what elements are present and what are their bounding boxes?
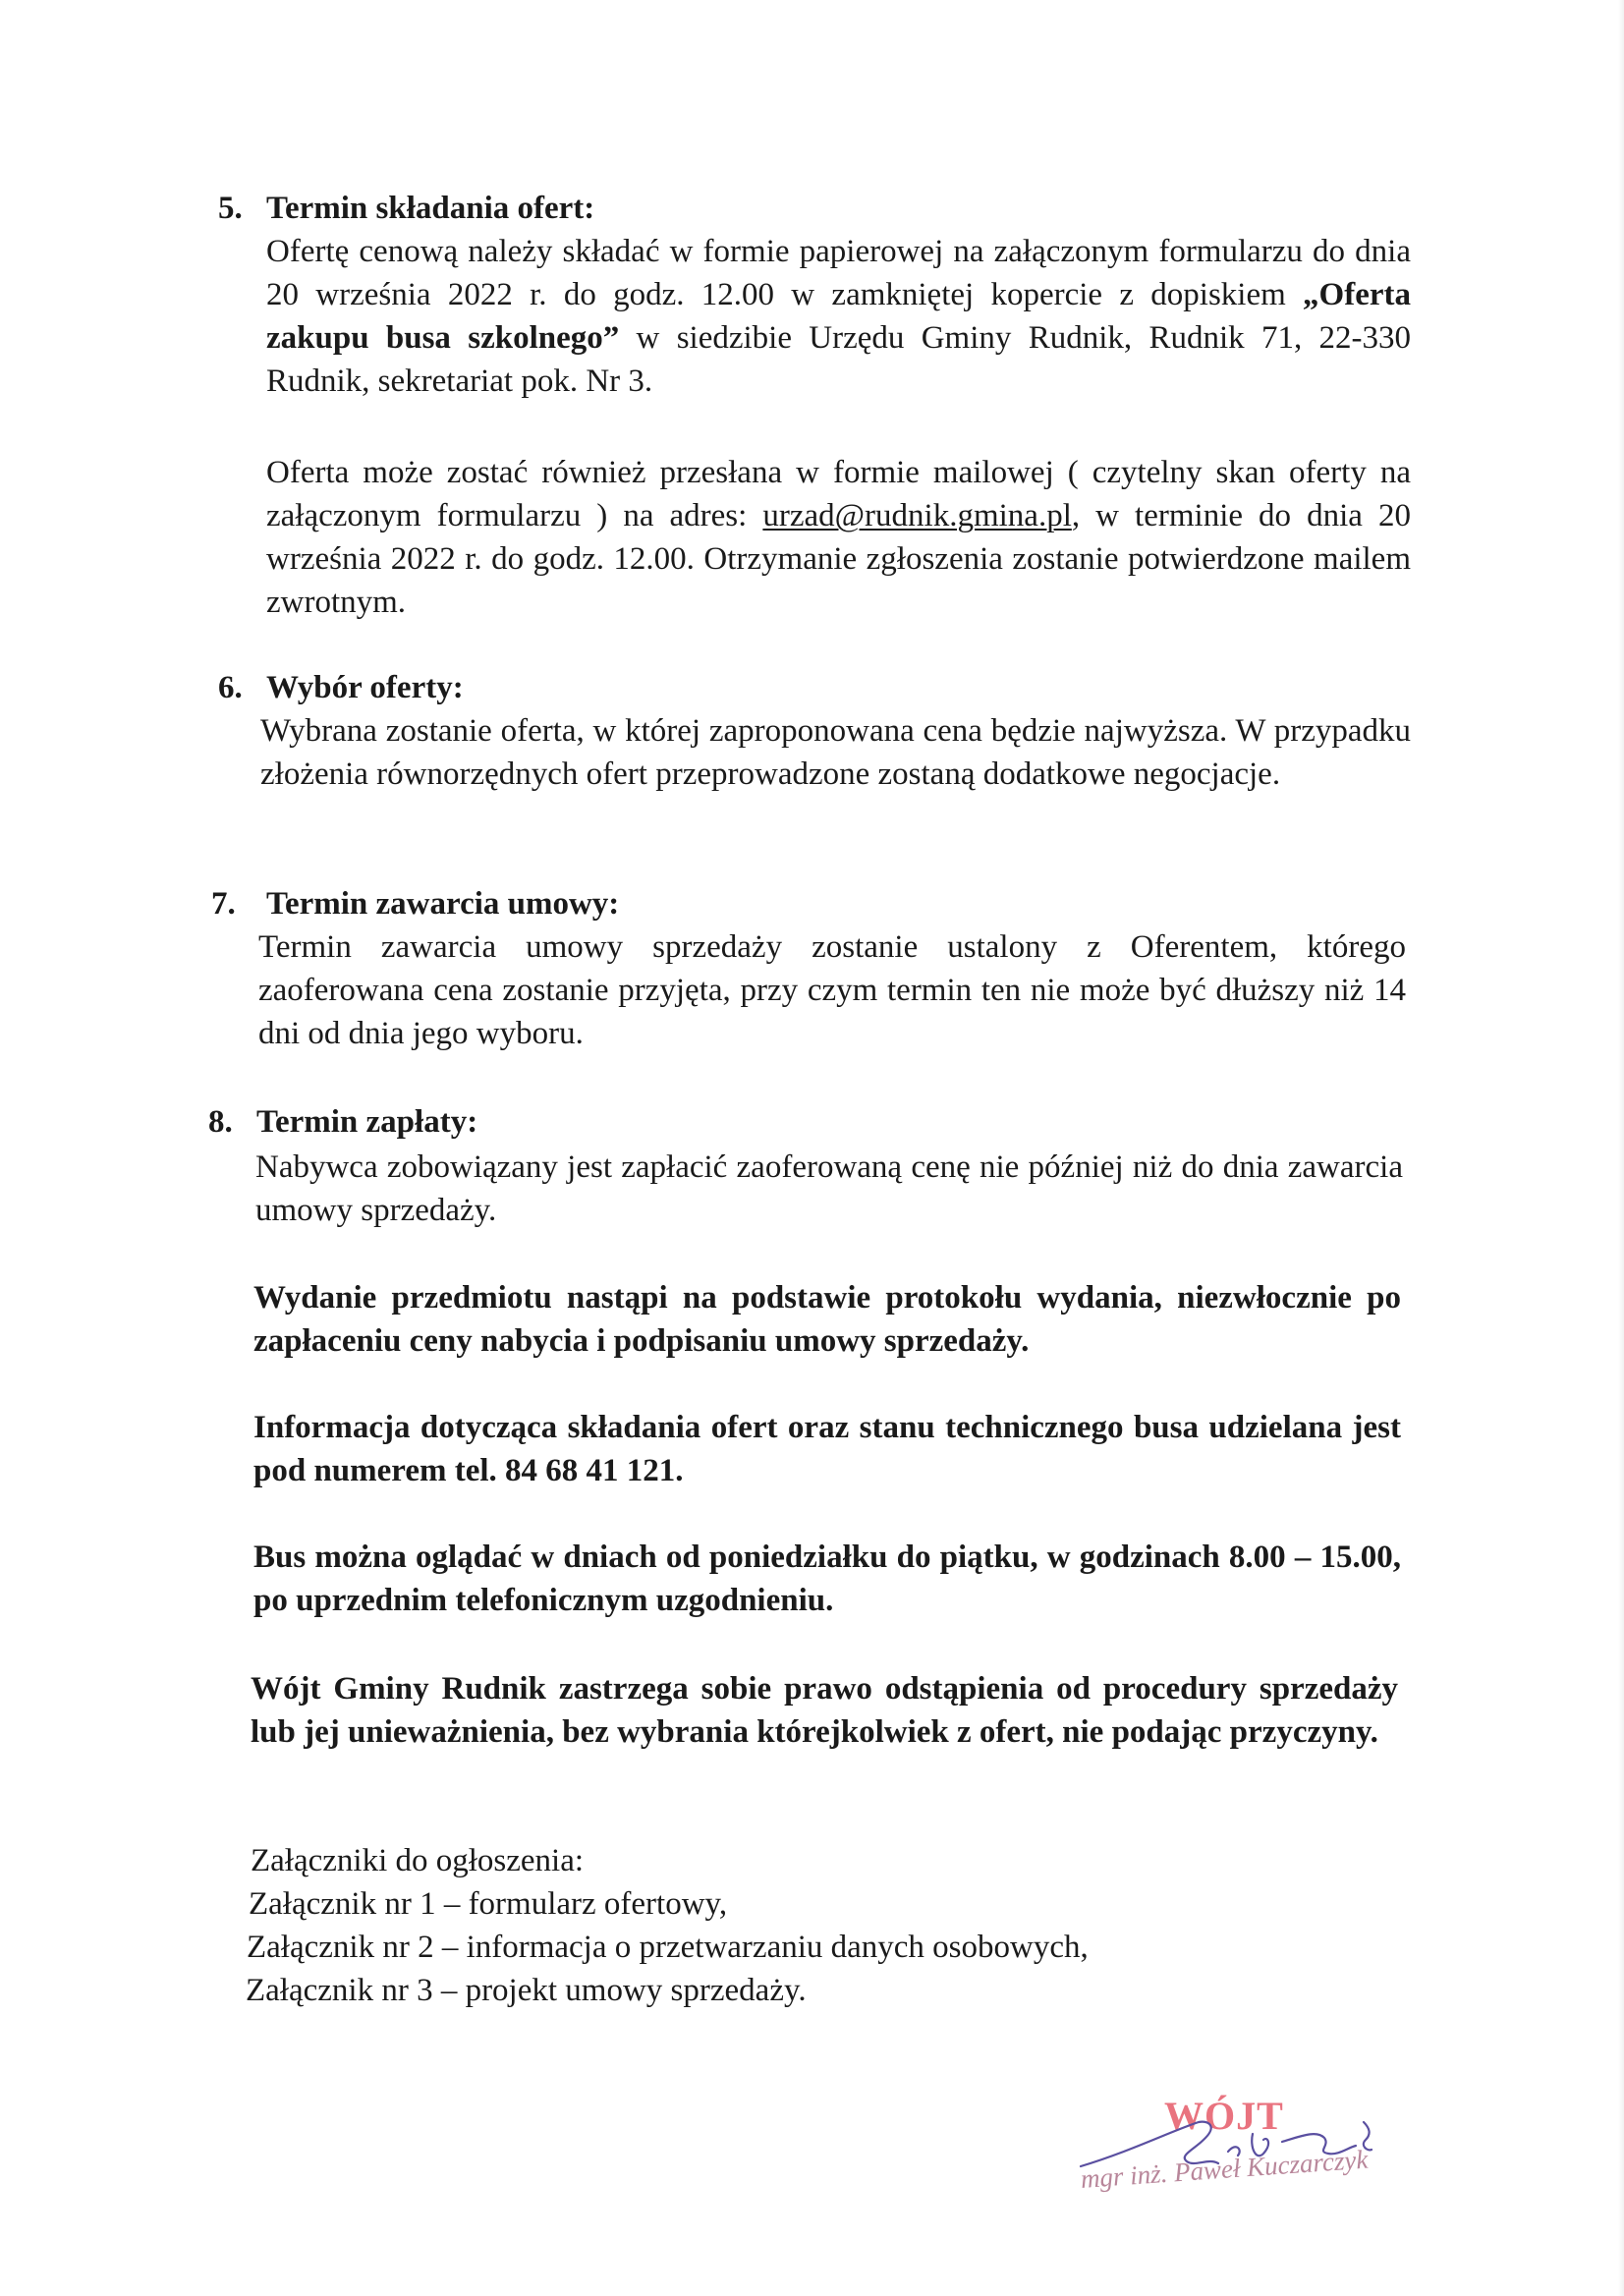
attachment-item-1: Załącznik nr 1 – formularz ofertowy,: [249, 1886, 728, 1922]
section-5-bold-title: „Oferta zakupu busa szkolnego”: [266, 277, 1411, 356]
section-7-paragraph: Termin zawarcia umowy sprzedaży zostanie ustalony z Oferentem, którego zaoferowana cena zostanie przyjęta, przy czym termin ten nie może być dłuższy niż 14 dni od dnia jego wyboru.: [258, 929, 1406, 1051]
section-6-paragraph: Wybrana zostanie oferta, w której zaproponowana cena będzie najwyższa. W przypadku złożenia równorzędnych ofert przeprowadzone zostaną dodatkowe negocjacje.: [260, 713, 1411, 792]
section-7-number: 7.: [211, 886, 236, 922]
section-6-heading: Wybór oferty:: [266, 670, 464, 705]
section-7-heading: Termin zawarcia umowy:: [266, 886, 620, 922]
section-8-paragraph: Nabywca zobowiązany jest zapłacić zaoferowaną cenę nie później niż do dnia zawarcia umowy sprzedaży.: [255, 1149, 1403, 1228]
section-8-heading: Termin zapłaty:: [256, 1104, 478, 1140]
section-5-paragraph-2: [266, 451, 1411, 624]
section-5-number: 5.: [218, 191, 243, 226]
notice-reservation: Wójt Gminy Rudnik zastrzega sobie prawo odstąpienia od procedury sprzedaży lub jej unieważnienia, bez wybrania którejkolwiek z ofert, nie podając przyczyny.: [251, 1671, 1398, 1750]
section-5-paragraph-1: [266, 230, 1411, 403]
attachment-item-2: Załącznik nr 2 – informacja o przetwarzaniu danych osobowych,: [247, 1930, 1089, 1965]
section-8-number: 8.: [208, 1104, 233, 1140]
page-edge: [1618, 0, 1624, 2296]
notice-contact: Informacja dotycząca składania ofert oraz stanu technicznego busa udzielana jest pod numerem tel. 84 68 41 121.: [253, 1410, 1401, 1488]
section-5-text-c: Oferta może zostać również przesłana w formie mailowej ( czytelny skan oferty na załączonym formularzu ) na adres:: [266, 455, 1411, 533]
email-link[interactable]: urzad@rudnik.gmina.pl: [762, 498, 1072, 533]
section-5-text-b: w siedzibie Urzędu Gminy Rudnik, Rudnik 71, 22-330 Rudnik, sekretariat pok. Nr 3.: [266, 320, 1411, 399]
section-5-text-a: Ofertę cenową należy składać w formie papierowej na załączonym formularzu do dnia 20 września 2022 r. do godz. 12.00 w zamkniętej kopercie z dopiskiem: [266, 234, 1411, 312]
attachments-title: Załączniki do ogłoszenia:: [251, 1843, 585, 1878]
attachment-item-3: Załącznik nr 3 – projekt umowy sprzedaży.: [246, 1973, 807, 2008]
section-6-number: 6.: [218, 670, 243, 705]
section-5-text-d: , w terminie do dnia 20 września 2022 r. do godz. 12.00. Otrzymanie zgłoszenia zostanie potwierdzone mailem zwrotnym.: [266, 498, 1411, 620]
section-5-heading: Termin składania ofert:: [266, 191, 595, 226]
stamp-title: WÓJT: [1164, 2094, 1284, 2138]
stamp-name: mgr inż. Paweł Kuczarczyk: [1079, 2144, 1370, 2194]
notice-release: Wydanie przedmiotu nastąpi na podstawie protokołu wydania, niezwłocznie po zapłaceniu ceny nabycia i podpisaniu umowy sprzedaży.: [253, 1280, 1401, 1359]
notice-viewing: Bus można oglądać w dniach od poniedziałku do piątku, w godzinach 8.00 – 15.00, po uprzednim telefonicznym uzgodnieniu.: [253, 1540, 1401, 1618]
